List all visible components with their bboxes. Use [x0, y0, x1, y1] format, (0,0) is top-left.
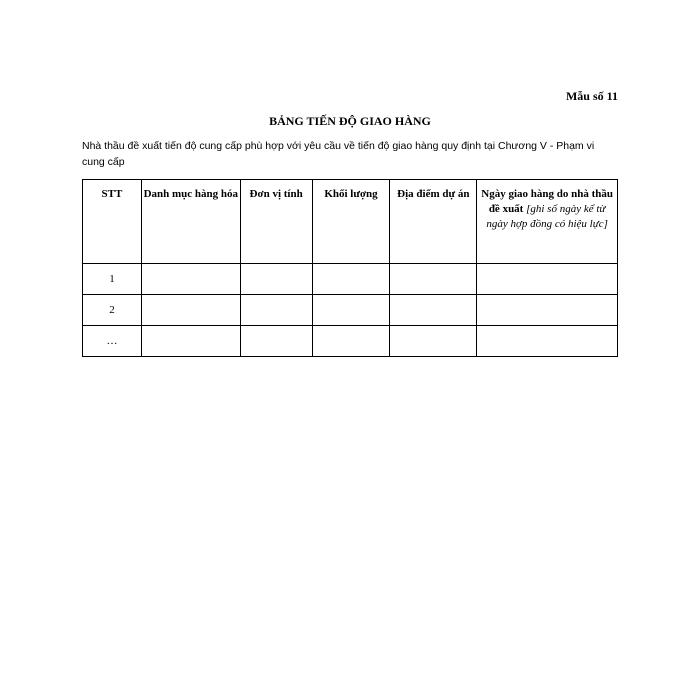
cell-quantity[interactable]	[312, 326, 390, 357]
cell-unit[interactable]	[240, 326, 312, 357]
header-unit: Đơn vị tính	[240, 180, 312, 264]
header-stt: STT	[83, 180, 142, 264]
cell-item[interactable]	[141, 326, 240, 357]
table-row	[83, 295, 618, 326]
cell-stt: 2	[83, 295, 142, 326]
cell-unit[interactable]	[240, 264, 312, 295]
table-row	[83, 326, 618, 357]
table-body	[83, 264, 618, 357]
cell-item[interactable]	[141, 295, 240, 326]
cell-delivery-date[interactable]	[477, 326, 618, 357]
header-delivery-date-note: [ghi số ngày kể từ ngày hợp đồng có hiệu lực]	[486, 203, 608, 230]
header-delivery-date	[477, 180, 618, 264]
header-item: Danh mục hàng hóa	[141, 180, 240, 264]
cell-quantity[interactable]	[312, 264, 390, 295]
cell-unit[interactable]	[240, 295, 312, 326]
document-title: BẢNG TIẾN ĐỘ GIAO HÀNG	[269, 114, 431, 128]
form-number: Mẫu số 11	[565, 89, 618, 103]
cell-place[interactable]	[390, 326, 477, 357]
table-row	[83, 264, 618, 295]
cell-delivery-date[interactable]	[477, 295, 618, 326]
header-place: Địa điểm dự án	[390, 180, 477, 264]
cell-quantity[interactable]	[312, 295, 390, 326]
delivery-schedule-table	[82, 179, 618, 357]
header-quantity: Khối lượng	[312, 180, 390, 264]
cell-item[interactable]	[141, 264, 240, 295]
table-header	[83, 180, 618, 264]
intro-paragraph: Nhà thầu đề xuất tiến độ cung cấp phù hợp với yêu cầu về tiến độ giao hàng quy định tại Chương V - Phạm vi cung cấp	[82, 140, 595, 168]
cell-stt: 1	[83, 264, 142, 295]
header-row	[83, 180, 618, 264]
cell-place[interactable]	[390, 295, 477, 326]
cell-place[interactable]	[390, 264, 477, 295]
cell-stt: …	[83, 326, 142, 357]
header-delivery-date-main: Ngày giao hàng do nhà thầu đề xuất	[481, 188, 613, 215]
cell-delivery-date[interactable]	[477, 264, 618, 295]
